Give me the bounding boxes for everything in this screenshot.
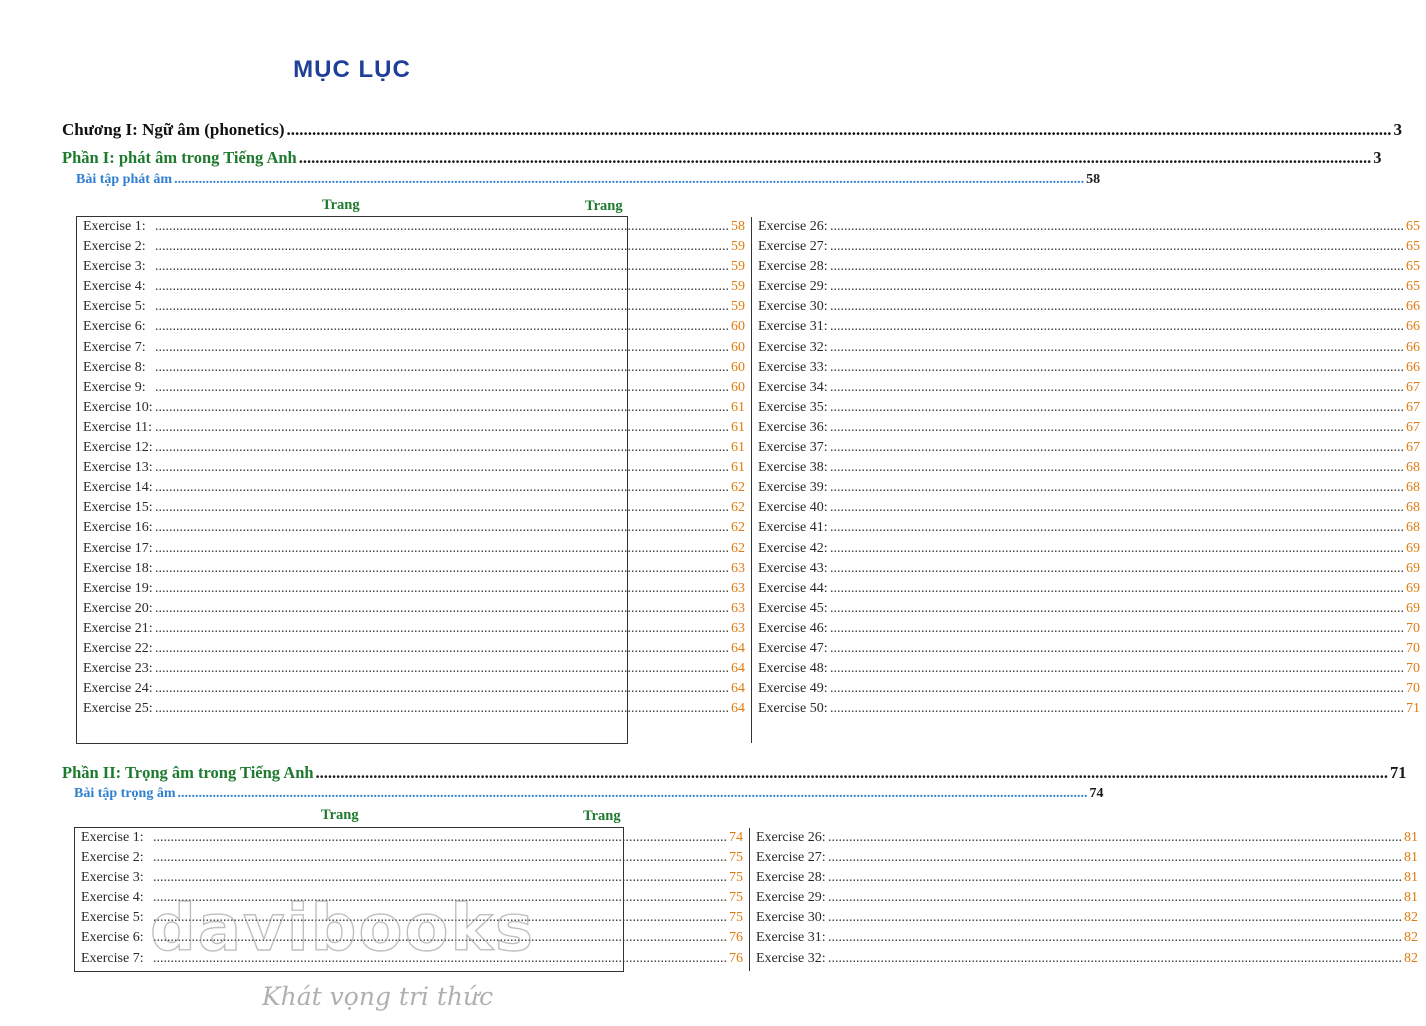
exercise-page: 66 bbox=[1406, 319, 1420, 335]
exercise-label: Exercise 12: bbox=[83, 440, 153, 456]
exercise-row[interactable] bbox=[83, 641, 745, 661]
exercise-label: Exercise 5: bbox=[81, 910, 144, 926]
exercise-page: 69 bbox=[1406, 560, 1420, 576]
leader-dots bbox=[830, 681, 1404, 697]
exercise-row[interactable] bbox=[758, 621, 1420, 641]
exercise-label: Exercise 21: bbox=[83, 620, 153, 636]
leader-dots bbox=[828, 930, 1402, 946]
leader-dots bbox=[828, 890, 1402, 906]
exercise-page: 64 bbox=[731, 701, 745, 717]
exercise-page: 76 bbox=[729, 930, 743, 946]
leader-dots bbox=[830, 541, 1404, 557]
exercise-page: 66 bbox=[1406, 359, 1420, 375]
leader-dots bbox=[155, 681, 729, 697]
exercise-label: Exercise 49: bbox=[758, 681, 828, 697]
leader-dots bbox=[830, 380, 1404, 396]
leader-dots bbox=[830, 500, 1404, 516]
leader-dots bbox=[828, 850, 1402, 866]
exercise-page: 68 bbox=[1406, 500, 1420, 516]
exercise-row[interactable] bbox=[81, 870, 743, 890]
exercise-page: 62 bbox=[731, 520, 745, 536]
exercise-page: 67 bbox=[1406, 440, 1420, 456]
exercise-label: Exercise 32: bbox=[758, 339, 828, 355]
exercise-row[interactable] bbox=[758, 440, 1420, 460]
exercise-label: Exercise 10: bbox=[83, 399, 153, 415]
part2-page: 71 bbox=[1390, 763, 1407, 782]
exercise-page: 67 bbox=[1406, 399, 1420, 415]
exercise-label: Exercise 41: bbox=[758, 520, 828, 536]
part2-entry[interactable] bbox=[62, 763, 1407, 783]
exercise-label: Exercise 3: bbox=[83, 259, 146, 275]
exercise-row[interactable] bbox=[81, 850, 743, 870]
exercise-row[interactable] bbox=[758, 561, 1420, 581]
exercise-page: 62 bbox=[731, 480, 745, 496]
leader-dots bbox=[299, 148, 1372, 168]
leader-dots bbox=[155, 601, 729, 617]
exercise-label: Exercise 32: bbox=[756, 950, 826, 966]
exercise-page: 68 bbox=[1406, 460, 1420, 476]
exercise-label: Exercise 46: bbox=[758, 620, 828, 636]
exercise-label: Exercise 23: bbox=[83, 661, 153, 677]
exercise-page: 81 bbox=[1404, 890, 1418, 906]
exercise-row[interactable] bbox=[758, 460, 1420, 480]
exercise-row[interactable] bbox=[758, 661, 1420, 681]
leader-dots bbox=[155, 360, 729, 376]
exercise-row[interactable] bbox=[756, 850, 1418, 870]
leader-dots bbox=[155, 340, 729, 356]
exercise-row[interactable] bbox=[83, 420, 745, 440]
exercise-label: Exercise 45: bbox=[758, 600, 828, 616]
exercise-page: 81 bbox=[1404, 830, 1418, 845]
exercise-row[interactable] bbox=[83, 400, 745, 420]
exercise-label: Exercise 27: bbox=[756, 850, 826, 866]
exercise-row[interactable] bbox=[83, 259, 745, 279]
leader-dots bbox=[155, 380, 729, 396]
exercise-row[interactable] bbox=[758, 520, 1420, 540]
leader-dots bbox=[830, 420, 1404, 436]
exercise-label: Exercise 1: bbox=[81, 830, 144, 845]
exercise-label: Exercise 42: bbox=[758, 540, 828, 556]
exercise-row[interactable] bbox=[83, 681, 745, 701]
exercise-page: 61 bbox=[731, 460, 745, 476]
leader-dots bbox=[155, 420, 729, 436]
exercise-page: 62 bbox=[731, 500, 745, 516]
leader-dots bbox=[155, 279, 729, 295]
exercise-row[interactable] bbox=[83, 701, 745, 721]
leader-dots bbox=[155, 581, 729, 597]
exercise-row[interactable] bbox=[758, 581, 1420, 601]
exercise-page: 82 bbox=[1404, 950, 1418, 966]
exercise-row[interactable] bbox=[83, 299, 745, 319]
page-title: MỤC LỤC bbox=[293, 56, 411, 83]
exercise-page: 65 bbox=[1406, 259, 1420, 275]
part2-exercises-label: Bài tập trọng âm bbox=[74, 786, 176, 801]
leader-dots bbox=[830, 480, 1404, 496]
exercise-page: 63 bbox=[731, 600, 745, 616]
exercise-page: 75 bbox=[729, 890, 743, 906]
exercise-page: 81 bbox=[1404, 850, 1418, 866]
leader-dots bbox=[155, 480, 729, 496]
exercise-page: 59 bbox=[731, 239, 745, 255]
part2-exercises-entry[interactable] bbox=[74, 786, 1104, 802]
leader-dots bbox=[830, 400, 1404, 416]
exercise-label: Exercise 35: bbox=[758, 399, 828, 415]
exercise-page: 62 bbox=[731, 540, 745, 556]
exercise-label: Exercise 6: bbox=[83, 319, 146, 335]
exercise-page: 60 bbox=[731, 339, 745, 355]
exercise-page: 74 bbox=[729, 830, 743, 845]
chapter-label: Chương I: Ngữ âm (phonetics) bbox=[62, 120, 285, 139]
exercise-page: 61 bbox=[731, 419, 745, 435]
exercise-page: 59 bbox=[731, 279, 745, 295]
exercise-label: Exercise 29: bbox=[758, 279, 828, 295]
exercise-page: 63 bbox=[731, 560, 745, 576]
leader-dots bbox=[155, 641, 729, 657]
exercise-page: 70 bbox=[1406, 640, 1420, 656]
leader-dots bbox=[830, 581, 1404, 597]
exercise-row[interactable] bbox=[758, 360, 1420, 380]
exercise-label: Exercise 34: bbox=[758, 379, 828, 395]
exercise-page: 67 bbox=[1406, 419, 1420, 435]
exercise-label: Exercise 30: bbox=[756, 910, 826, 926]
leader-dots bbox=[828, 870, 1402, 886]
exercise-row[interactable] bbox=[756, 830, 1418, 850]
exercise-label: Exercise 7: bbox=[83, 339, 146, 355]
exercise-label: Exercise 2: bbox=[81, 850, 144, 866]
exercise-row[interactable] bbox=[758, 299, 1420, 319]
exercise-row[interactable] bbox=[756, 890, 1418, 910]
exercise-row[interactable] bbox=[758, 500, 1420, 520]
leader-dots bbox=[155, 400, 729, 416]
exercise-column-right bbox=[749, 828, 1424, 971]
exercise-label: Exercise 17: bbox=[83, 540, 153, 556]
exercise-page: 81 bbox=[1404, 870, 1418, 886]
leader-dots bbox=[830, 340, 1404, 356]
exercise-page: 68 bbox=[1406, 480, 1420, 496]
leader-dots bbox=[830, 520, 1404, 536]
exercise-page: 64 bbox=[731, 661, 745, 677]
exercise-page: 59 bbox=[731, 299, 745, 315]
exercise-page: 61 bbox=[731, 399, 745, 415]
exercise-row[interactable] bbox=[83, 621, 745, 641]
exercise-row[interactable] bbox=[758, 420, 1420, 440]
leader-dots bbox=[830, 641, 1404, 657]
leader-dots bbox=[828, 830, 1402, 846]
exercise-row[interactable] bbox=[83, 319, 745, 339]
exercise-row[interactable] bbox=[758, 380, 1420, 400]
exercise-label: Exercise 5: bbox=[83, 299, 146, 315]
exercise-label: Exercise 26: bbox=[758, 219, 828, 234]
exercise-row[interactable] bbox=[758, 400, 1420, 420]
exercise-page: 70 bbox=[1406, 661, 1420, 677]
watermark-tagline: Khát vọng tri thức bbox=[262, 982, 494, 1011]
exercise-row[interactable] bbox=[83, 380, 745, 400]
part1-exercises-entry[interactable] bbox=[76, 172, 1101, 188]
exercise-row[interactable] bbox=[83, 561, 745, 581]
leader-dots bbox=[828, 951, 1402, 967]
leader-dots bbox=[830, 601, 1404, 617]
exercise-row[interactable] bbox=[83, 661, 745, 681]
exercise-page: 69 bbox=[1406, 580, 1420, 596]
exercise-label: Exercise 9: bbox=[83, 379, 146, 395]
part1-exercises-page: 58 bbox=[1086, 172, 1101, 187]
exercise-label: Exercise 4: bbox=[81, 890, 144, 906]
exercise-row[interactable] bbox=[83, 541, 745, 561]
col-header-right: Trang bbox=[583, 808, 621, 824]
exercise-label: Exercise 26: bbox=[756, 830, 826, 845]
exercise-row[interactable] bbox=[758, 541, 1420, 561]
leader-dots bbox=[155, 541, 729, 557]
exercise-label: Exercise 22: bbox=[83, 640, 153, 656]
leader-dots bbox=[830, 279, 1404, 295]
leader-dots bbox=[174, 172, 1084, 188]
exercise-row[interactable] bbox=[758, 641, 1420, 661]
part1-exercises-label: Bài tập phát âm bbox=[76, 172, 173, 187]
exercise-label: Exercise 30: bbox=[758, 299, 828, 315]
exercise-label: Exercise 3: bbox=[81, 870, 144, 886]
leader-dots bbox=[155, 701, 729, 717]
exercise-row[interactable] bbox=[83, 460, 745, 480]
exercise-page: 68 bbox=[1406, 520, 1420, 536]
exercise-label: Exercise 7: bbox=[81, 950, 144, 966]
leader-dots bbox=[153, 870, 727, 886]
leader-dots bbox=[830, 460, 1404, 476]
leader-dots bbox=[155, 239, 729, 255]
exercise-row[interactable] bbox=[756, 910, 1418, 930]
exercise-row[interactable] bbox=[758, 279, 1420, 299]
exercise-label: Exercise 28: bbox=[756, 870, 826, 886]
leader-dots bbox=[830, 561, 1404, 577]
exercise-label: Exercise 11: bbox=[83, 419, 153, 435]
leader-dots bbox=[155, 460, 729, 476]
exercise-label: Exercise 1: bbox=[83, 219, 146, 234]
leader-dots bbox=[155, 440, 729, 456]
exercise-column-right bbox=[751, 217, 1426, 743]
leader-dots bbox=[830, 299, 1404, 315]
exercise-row[interactable] bbox=[83, 219, 745, 239]
exercise-label: Exercise 47: bbox=[758, 640, 828, 656]
exercise-label: Exercise 48: bbox=[758, 661, 828, 677]
leader-dots bbox=[155, 621, 729, 637]
leader-dots bbox=[155, 319, 729, 335]
exercise-row[interactable] bbox=[83, 601, 745, 621]
exercise-page: 75 bbox=[729, 850, 743, 866]
leader-dots bbox=[178, 786, 1088, 802]
exercise-page: 75 bbox=[729, 870, 743, 886]
exercise-label: Exercise 13: bbox=[83, 460, 153, 476]
leader-dots bbox=[153, 830, 727, 846]
exercise-row[interactable] bbox=[756, 951, 1418, 971]
exercise-page: 69 bbox=[1406, 600, 1420, 616]
part2-exercises-page: 74 bbox=[1089, 786, 1104, 801]
leader-dots bbox=[830, 621, 1404, 637]
exercise-page: 75 bbox=[729, 910, 743, 926]
exercise-row[interactable] bbox=[83, 239, 745, 259]
exercise-label: Exercise 36: bbox=[758, 419, 828, 435]
exercise-label: Exercise 4: bbox=[83, 279, 146, 295]
leader-dots bbox=[830, 259, 1404, 275]
exercise-label: Exercise 43: bbox=[758, 560, 828, 576]
exercise-page: 64 bbox=[731, 640, 745, 656]
exercise-row[interactable] bbox=[756, 870, 1418, 890]
exercise-label: Exercise 39: bbox=[758, 480, 828, 496]
exercise-page: 67 bbox=[1406, 379, 1420, 395]
exercise-label: Exercise 33: bbox=[758, 359, 828, 375]
exercise-page: 82 bbox=[1404, 930, 1418, 946]
exercise-label: Exercise 19: bbox=[83, 580, 153, 596]
exercise-label: Exercise 31: bbox=[758, 319, 828, 335]
exercise-page: 58 bbox=[731, 219, 745, 234]
exercise-label: Exercise 18: bbox=[83, 560, 153, 576]
exercise-page: 66 bbox=[1406, 299, 1420, 315]
exercise-label: Exercise 16: bbox=[83, 520, 153, 536]
exercise-label: Exercise 25: bbox=[83, 701, 153, 717]
exercise-row[interactable] bbox=[83, 340, 745, 360]
exercise-page: 63 bbox=[731, 620, 745, 636]
exercise-label: Exercise 29: bbox=[756, 890, 826, 906]
leader-dots bbox=[830, 319, 1404, 335]
exercise-page: 65 bbox=[1406, 219, 1420, 234]
leader-dots bbox=[153, 850, 727, 866]
leader-dots bbox=[830, 701, 1404, 717]
exercise-row[interactable] bbox=[758, 259, 1420, 279]
exercise-label: Exercise 6: bbox=[81, 930, 144, 946]
exercise-page: 71 bbox=[1406, 701, 1420, 717]
exercise-row[interactable] bbox=[83, 520, 745, 540]
leader-dots bbox=[155, 561, 729, 577]
exercise-page: 65 bbox=[1406, 279, 1420, 295]
leader-dots bbox=[155, 299, 729, 315]
leader-dots bbox=[830, 440, 1404, 456]
exercise-label: Exercise 2: bbox=[83, 239, 146, 255]
leader-dots bbox=[828, 910, 1402, 926]
watermark-logo: davibooks bbox=[150, 892, 536, 966]
exercise-page: 76 bbox=[729, 950, 743, 966]
col-header-left: Trang bbox=[322, 197, 360, 213]
exercise-page: 60 bbox=[731, 379, 745, 395]
col-header-left: Trang bbox=[321, 807, 359, 823]
part1-page: 3 bbox=[1373, 148, 1382, 167]
exercise-row[interactable] bbox=[758, 219, 1420, 239]
part1-entry[interactable] bbox=[62, 148, 1382, 168]
exercise-page: 60 bbox=[731, 319, 745, 335]
exercise-column-left bbox=[77, 217, 751, 743]
exercise-row[interactable] bbox=[758, 239, 1420, 259]
leader-dots bbox=[287, 120, 1392, 140]
exercise-page: 60 bbox=[731, 359, 745, 375]
exercise-row[interactable] bbox=[83, 581, 745, 601]
leader-dots bbox=[830, 360, 1404, 376]
leader-dots bbox=[155, 520, 729, 536]
exercise-label: Exercise 37: bbox=[758, 440, 828, 456]
leader-dots bbox=[830, 661, 1404, 677]
exercise-page: 64 bbox=[731, 681, 745, 697]
exercise-page: 61 bbox=[731, 440, 745, 456]
exercise-page: 65 bbox=[1406, 239, 1420, 255]
exercise-label: Exercise 50: bbox=[758, 701, 828, 717]
exercise-page: 82 bbox=[1404, 910, 1418, 926]
exercise-page: 70 bbox=[1406, 620, 1420, 636]
col-header-right: Trang bbox=[585, 198, 623, 214]
leader-dots bbox=[155, 661, 729, 677]
exercise-label: Exercise 14: bbox=[83, 480, 153, 496]
exercise-label: Exercise 20: bbox=[83, 600, 153, 616]
leader-dots bbox=[316, 763, 1389, 783]
exercise-label: Exercise 24: bbox=[83, 681, 153, 697]
leader-dots bbox=[155, 500, 729, 516]
exercise-row[interactable] bbox=[756, 930, 1418, 950]
leader-dots bbox=[155, 259, 729, 275]
exercise-row[interactable] bbox=[758, 601, 1420, 621]
exercise-label: Exercise 27: bbox=[758, 239, 828, 255]
chapter-page: 3 bbox=[1393, 120, 1402, 139]
exercise-row[interactable] bbox=[83, 360, 745, 380]
exercise-page: 70 bbox=[1406, 681, 1420, 697]
leader-dots bbox=[830, 239, 1404, 255]
exercise-page: 63 bbox=[731, 580, 745, 596]
exercise-row[interactable] bbox=[83, 279, 745, 299]
chapter-entry[interactable] bbox=[62, 120, 1402, 140]
exercise-row[interactable] bbox=[83, 440, 745, 460]
exercise-row[interactable] bbox=[758, 319, 1420, 339]
exercise-row[interactable] bbox=[758, 340, 1420, 360]
leader-dots bbox=[830, 219, 1404, 235]
exercise-label: Exercise 28: bbox=[758, 259, 828, 275]
exercise-label: Exercise 44: bbox=[758, 580, 828, 596]
exercise-label: Exercise 38: bbox=[758, 460, 828, 476]
exercise-label: Exercise 8: bbox=[83, 359, 146, 375]
exercise-row[interactable] bbox=[758, 480, 1420, 500]
part1-label: Phần I: phát âm trong Tiếng Anh bbox=[62, 148, 297, 167]
exercise-label: Exercise 40: bbox=[758, 500, 828, 516]
exercise-row[interactable] bbox=[83, 500, 745, 520]
exercise-page: 69 bbox=[1406, 540, 1420, 556]
part2-label: Phần II: Trọng âm trong Tiếng Anh bbox=[62, 763, 314, 782]
exercise-row[interactable] bbox=[83, 480, 745, 500]
leader-dots bbox=[155, 219, 729, 235]
exercise-label: Exercise 15: bbox=[83, 500, 153, 516]
exercise-page: 59 bbox=[731, 259, 745, 275]
exercise-table-part1 bbox=[76, 216, 1420, 744]
exercise-row[interactable] bbox=[758, 681, 1420, 701]
exercise-page: 66 bbox=[1406, 339, 1420, 355]
exercise-row[interactable] bbox=[81, 830, 743, 850]
exercise-row[interactable] bbox=[758, 701, 1420, 721]
exercise-label: Exercise 31: bbox=[756, 930, 826, 946]
